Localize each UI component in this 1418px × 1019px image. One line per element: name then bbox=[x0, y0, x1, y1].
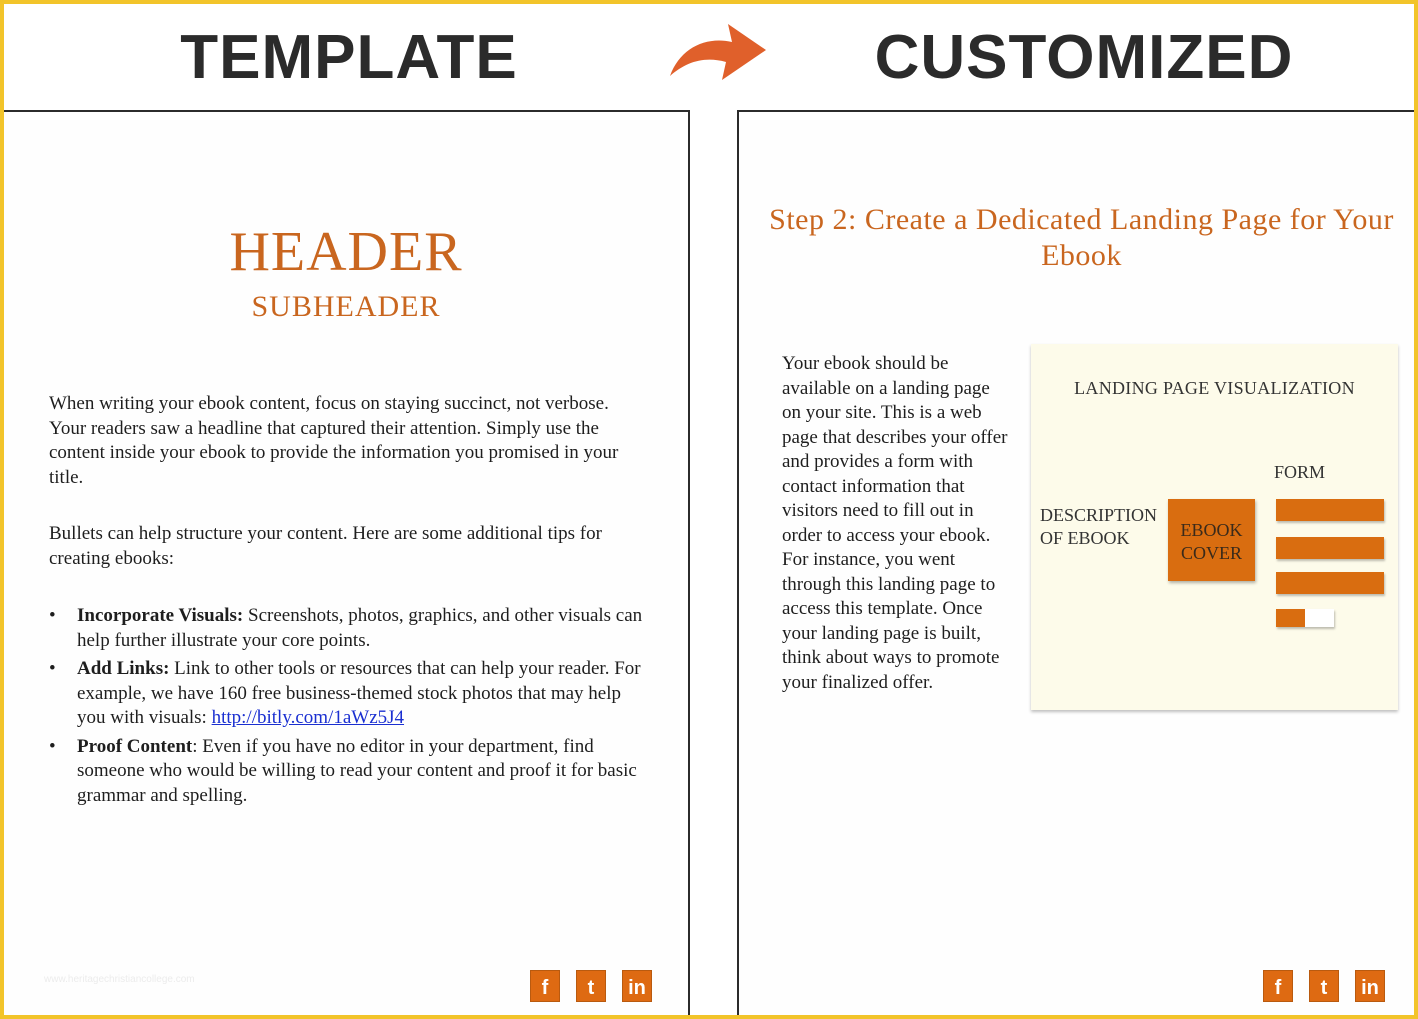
tips-list bbox=[49, 604, 649, 812]
landing-page-visualization bbox=[1031, 344, 1398, 710]
bullet-text: Link to other tools or resources that can help your reader. For example, we have 160 free business-themed stock photos that may help you with visuals: bbox=[77, 658, 641, 728]
page-subheader: SUBHEADER bbox=[251, 290, 441, 323]
template-label: TEMPLATE bbox=[180, 23, 518, 92]
page-header: HEADER bbox=[229, 221, 463, 283]
page-title: Step 2: Create a Dedicated Landing Page for Your Ebook bbox=[769, 203, 1394, 272]
stock-photos-link[interactable]: http://bitly.com/1aWz5J4 bbox=[211, 707, 405, 728]
ebook-description-label: DESCRIPTION OF EBOOK bbox=[1040, 505, 1158, 548]
template-page bbox=[4, 110, 690, 1019]
form-field-bar bbox=[1276, 537, 1384, 559]
form-field-bar bbox=[1276, 499, 1384, 521]
visualization-title: LANDING PAGE VISUALIZATION bbox=[1074, 378, 1355, 398]
bullets-intro-paragraph: Bullets can help structure your content. Here are some additional tips for creating ebooks: bbox=[49, 523, 602, 569]
watermark: www.heritagechristiancollege.com bbox=[44, 974, 195, 985]
twitter-icon[interactable]: t bbox=[576, 970, 606, 1002]
twitter-icon[interactable]: t bbox=[1309, 970, 1339, 1002]
form-submit-bar bbox=[1276, 609, 1334, 627]
form-field-bar bbox=[1276, 572, 1384, 594]
list-item bbox=[49, 657, 649, 731]
social-links bbox=[530, 970, 652, 1002]
bullet-text: Screenshots, photos, graphics, and other visuals can help further illustrate your core points. bbox=[77, 605, 643, 651]
curved-arrow-right-icon bbox=[666, 18, 770, 86]
list-item bbox=[49, 604, 649, 653]
list-item bbox=[49, 735, 649, 809]
customized-label: CUSTOMIZED bbox=[874, 23, 1294, 92]
bullet-icon: • bbox=[49, 605, 56, 626]
bullet-icon: • bbox=[49, 735, 56, 757]
bullet-icon: • bbox=[49, 658, 56, 679]
ebook-cover-box: EBOOK COVER bbox=[1168, 499, 1255, 581]
linkedin-icon[interactable]: in bbox=[622, 970, 652, 1002]
linkedin-icon[interactable]: in bbox=[1355, 970, 1385, 1002]
bullet-title: Incorporate Visuals: bbox=[77, 605, 244, 626]
facebook-icon[interactable]: f bbox=[530, 970, 560, 1002]
form-label: FORM bbox=[1274, 462, 1326, 482]
social-links bbox=[1263, 970, 1385, 1002]
bullet-title: Add Links: bbox=[77, 658, 170, 679]
bullet-title: Proof Content bbox=[77, 735, 193, 757]
facebook-icon[interactable]: f bbox=[1263, 970, 1293, 1002]
intro-paragraph: When writing your ebook content, focus on staying succinct, not verbose. Your readers saw a headline that captured their attention. Simply use the content inside your ebook to provide the information you promised in your title. bbox=[49, 393, 619, 488]
bullet-text: : Even if you have no editor in your department, find someone who would be willing to read your content and proof it for basic grammar and spelling. bbox=[77, 735, 637, 806]
landing-page-paragraph: Your ebook should be available on a landing page on your site. This is a web page that describes your offer and provides a form with contact information that visitors need to fill out in order to access your ebook. For instance, you went through this landing page to access this template. Once your landing page is built, think about ways to promote your finalized offer. bbox=[782, 353, 1008, 693]
customized-page bbox=[737, 110, 1418, 1019]
form-submit-fill bbox=[1276, 609, 1305, 627]
